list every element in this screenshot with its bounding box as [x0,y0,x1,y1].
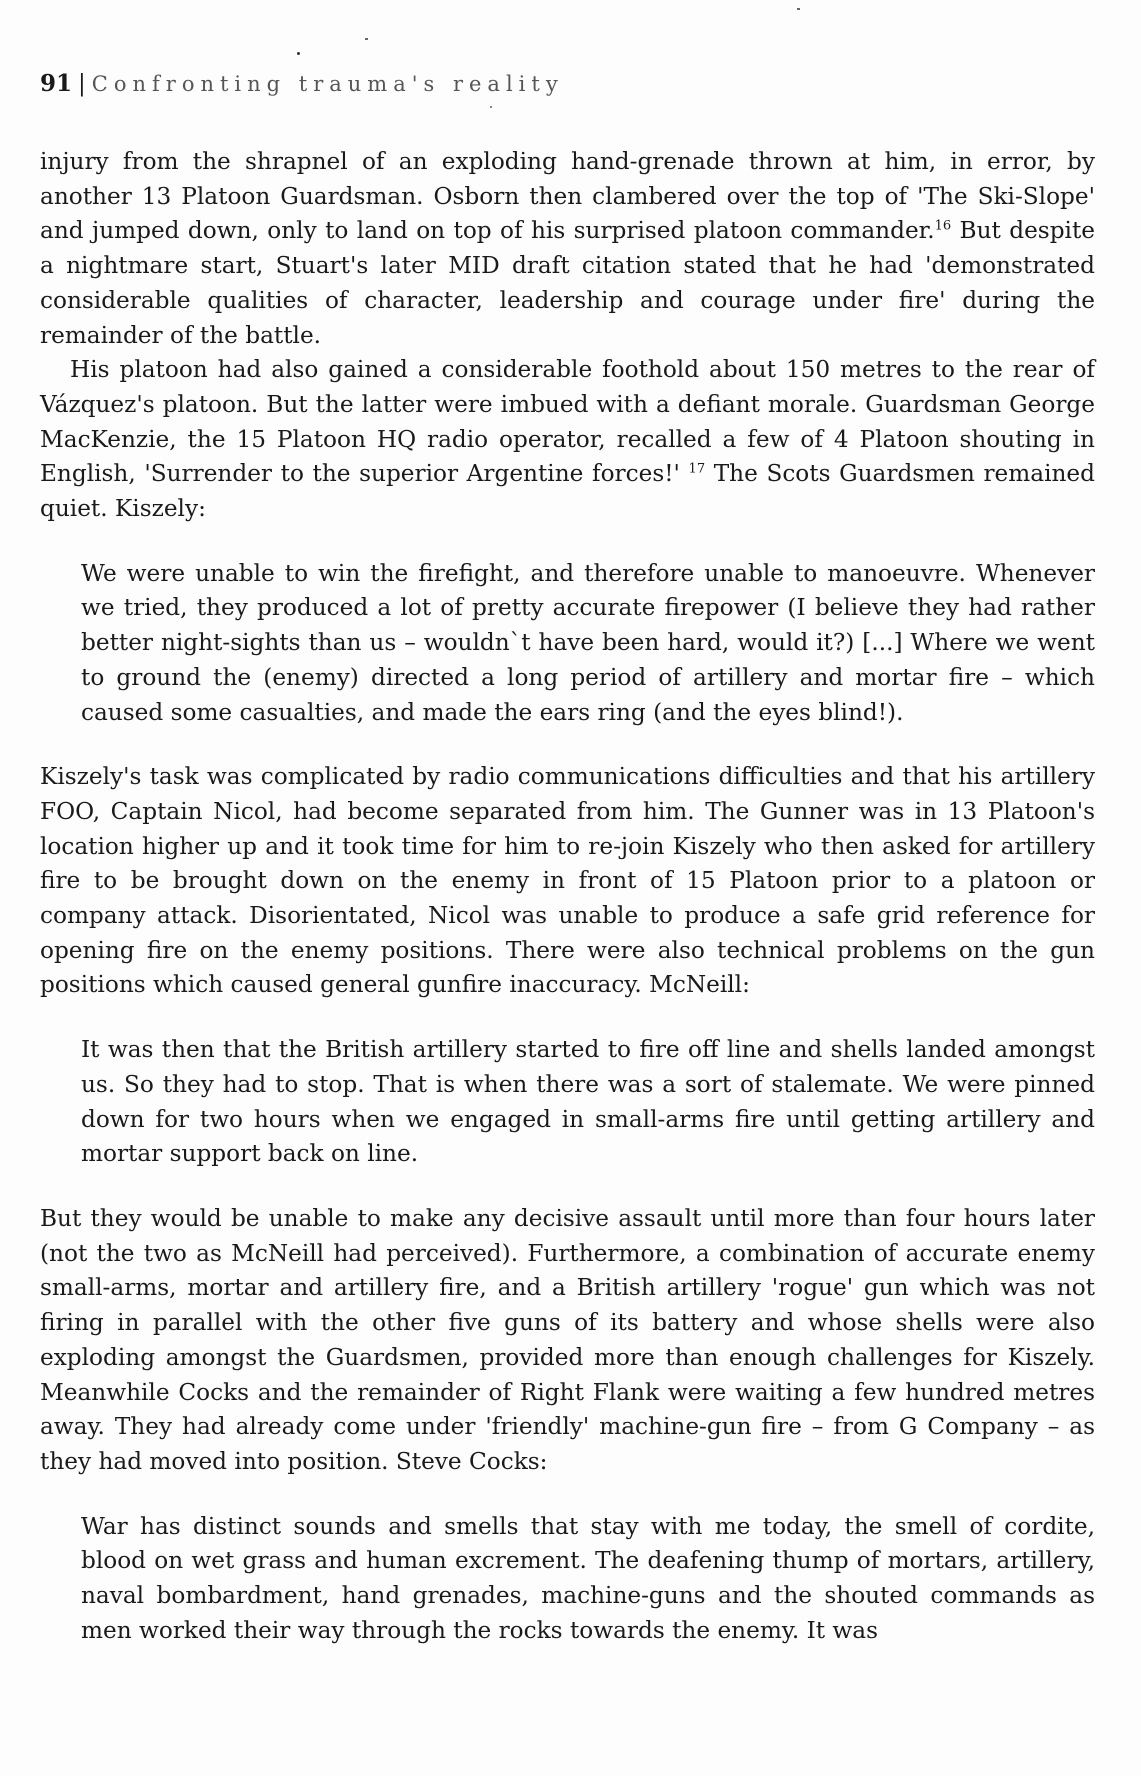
scan-speck [365,38,368,40]
running-title: Confronting trauma's reality [91,72,564,96]
body-text [40,145,1095,1678]
paragraph: But they would be unable to make any decisive assault until more than four hours later (not the two as McNeill had perceived). Furthermore, a combination of accurate enemy small-arms, mortar and artillery fire, and a British artillery 'rogue' gun which was not firing in parallel with the other five guns of its battery and whose shells were also exploding amongst the Guardsmen, provided more than enough challenges for Kiszely. Meanwhile Cocks and the remainder of Right Flank were waiting a few hundred metres away. They had already come under 'friendly' machine-gun fire – from G Company – as they had moved into position. Steve Cocks: [40,1204,1095,1475]
block-quote: War has distinct sounds and smells that stay with me today, the smell of cordite, blood on wet grass and human excrement. The deafening thump of mortars, artillery, naval bombardment, hand grenades, machine-guns and the shouted commands as men worked their way through the rocks towards the enemy. It was [81,1512,1095,1644]
header-separator: | [78,71,86,97]
block-quote: We were unable to win the firefight, and therefore unable to manoeuvre. Whenever we tried, they produced a lot of pretty accurate firepower (I believe they had rather better night-sights than us – wouldn`t have been hard, would it?) [...] Where we went to ground the (enemy) directed a long period of artillery and mortar fire – which caused some casualties, and made the ears ring (and the eyes blind!). [81,559,1095,726]
page-number: 91 [40,70,73,97]
running-header [40,70,564,97]
scan-speck [490,106,492,108]
paragraph: injury from the shrapnel of an exploding hand-grenade thrown at him, in error, by another 13 Platoon Guardsman. Osborn then clambered over the top of 'The Ski-Slope' and jumped down, only to land on top of his surprised platoon commander.$^{16}$ But despite a nightmare start, Stuart's later MID draft citation stated that he had 'demonstrated considerable qualities of character, leadership and courage under fire' during the remainder of the battle. [40,148,1095,349]
scan-speck [297,52,300,55]
footnote-ref[interactable]: 16 [934,218,952,234]
scan-speck [797,8,800,10]
paragraph: His platoon had also gained a considerable foothold about 150 metres to the rear of Vázquez's platoon. But the latter were imbued with a defiant morale. Guardsman George MacKenzie, the 15 Platoon HQ radio operator, recalled a few of 4 Platoon shouting in English, 'Surrender to the superior Argentine forces!' $^{17}$ The Scots Guardsmen remained quiet. Kiszely: [40,356,1095,523]
block-quote: It was then that the British artillery started to fire off line and shells landed amongst us. So they had to stop. That is when there was a sort of stalemate. We were pinned down for two hours when we engaged in small-arms fire until getting artillery and mortar support back on line. [81,1036,1095,1168]
footnote-ref[interactable]: 17 [688,461,706,477]
paragraph: Kiszely's task was complicated by radio communications difficulties and that his artillery FOO, Captain Nicol, had become separated from him. The Gunner was in 13 Platoon's location higher up and it took time for him to re-join Kiszely who then asked for artillery fire to be brought down on the enemy in front of 15 Platoon prior to a platoon or company attack. Disorientated, Nicol was unable to produce a safe grid reference for opening fire on the enemy positions. There were also technical problems on the gun positions which caused general gunfire inaccuracy. McNeill: [40,763,1095,999]
